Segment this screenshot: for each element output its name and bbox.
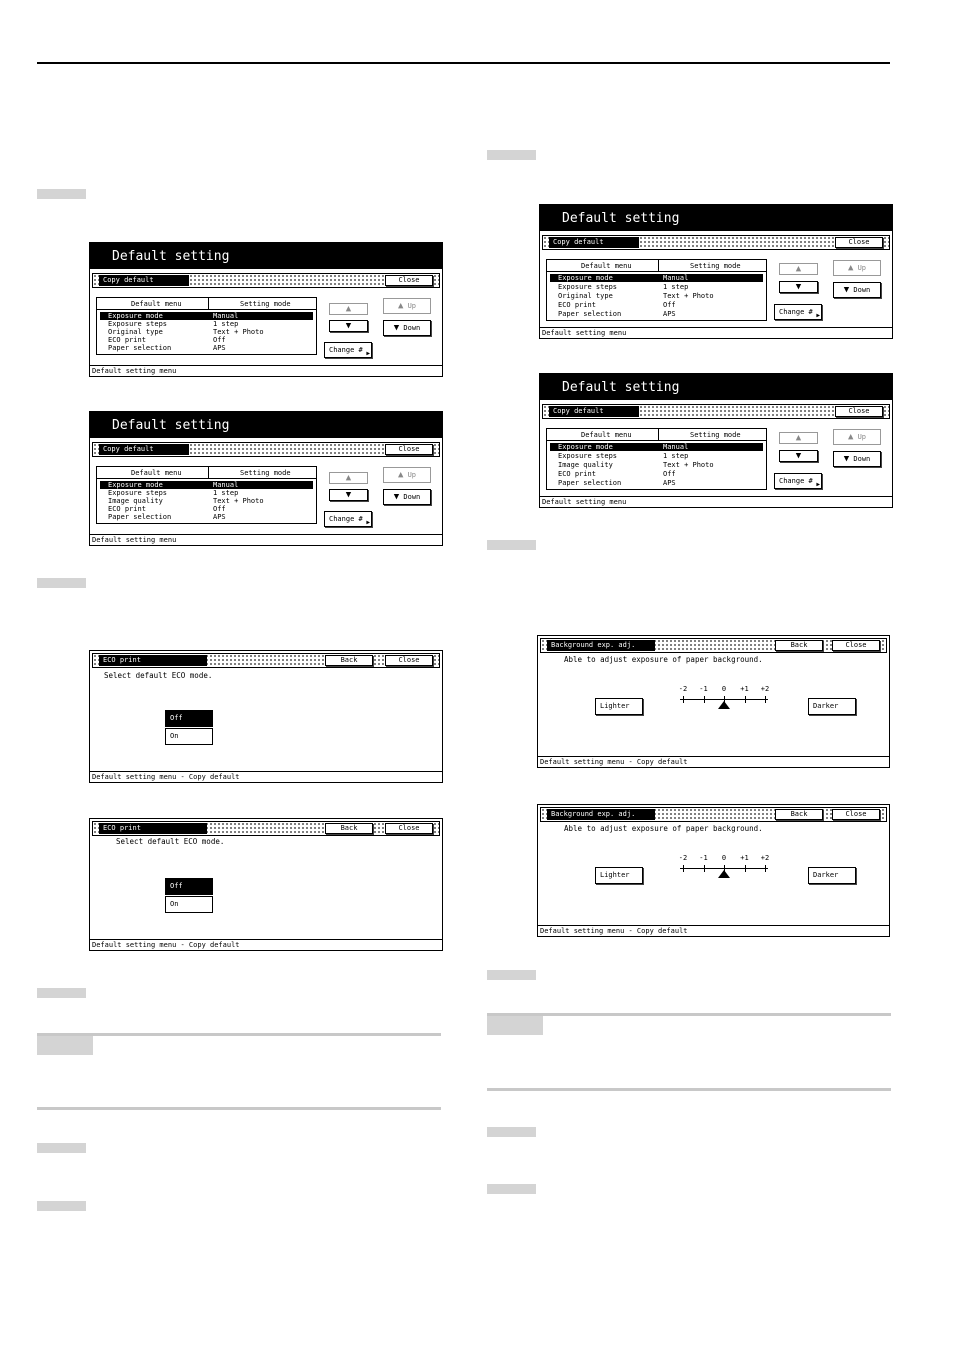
exposure-scale[interactable]	[678, 685, 770, 718]
exposure-indicator-icon	[718, 701, 730, 709]
up-triangle-icon: ▲	[795, 432, 802, 443]
top-rule	[37, 62, 890, 64]
lighter-button[interactable]: Lighter	[595, 698, 643, 715]
list-item[interactable]: Exposure mode Manual	[100, 312, 313, 320]
down-triangle-icon: ▼	[843, 453, 850, 464]
note-rule	[487, 1013, 891, 1016]
instruction-text: Able to adjust exposure of paper background.	[564, 655, 763, 664]
status-bar: Default setting menu - Copy default	[538, 925, 889, 936]
mode-column-header: Setting mode	[690, 262, 741, 270]
back-button[interactable]: Back	[325, 823, 373, 834]
screen-title: Default setting	[540, 374, 892, 400]
scale-label: +2	[760, 854, 770, 862]
right-triangle-icon: ▶	[816, 312, 820, 319]
list-item[interactable]: Paper selection APS	[108, 344, 226, 352]
copy-default-tab[interactable]: Copy default	[549, 237, 639, 248]
menu-column-header: Default menu	[581, 262, 632, 270]
scroll-down-button[interactable]	[779, 450, 818, 462]
scroll-down-button[interactable]	[329, 489, 368, 501]
scale-label: -1	[699, 854, 708, 862]
lighter-button[interactable]: Lighter	[595, 867, 643, 884]
copy-default-tab[interactable]: Copy default	[99, 444, 189, 455]
eco-on-option[interactable]: On	[165, 896, 213, 913]
step-tab	[37, 1201, 86, 1211]
down-triangle-icon: ▼	[843, 284, 850, 295]
status-bar: Default setting menu - Copy default	[90, 939, 442, 950]
eco-print-tab: ECO print	[99, 655, 207, 666]
scale-label: +1	[740, 685, 749, 693]
status-bar: Default setting menu	[90, 365, 442, 376]
default-menu-list	[546, 259, 767, 321]
step-tab	[487, 540, 536, 550]
mode-column-header: Setting mode	[240, 469, 291, 477]
close-button[interactable]: Close	[832, 640, 880, 651]
exposure-indicator-icon	[718, 870, 730, 878]
scale-tick	[745, 865, 746, 872]
step-tab	[37, 988, 86, 998]
list-item[interactable]: Exposure mode Manual	[550, 443, 763, 451]
scale-label: -1	[699, 685, 708, 693]
list-item[interactable]: Exposure steps 1 step	[558, 452, 689, 460]
down-triangle-icon: ▼	[345, 489, 352, 500]
eco-print-tab: ECO print	[99, 823, 207, 834]
background-exposure-screen	[537, 804, 890, 937]
tab-bar	[540, 638, 887, 653]
list-item[interactable]: Original type Text + Photo	[558, 292, 714, 300]
list-item[interactable]: Exposure mode Manual	[550, 274, 763, 282]
up-triangle-icon: ▲	[397, 300, 404, 311]
mode-column-header: Setting mode	[240, 300, 291, 308]
note-tab	[487, 1016, 543, 1035]
list-item[interactable]: ECO print Off	[558, 470, 676, 478]
default-setting-screen	[539, 204, 893, 339]
scroll-down-button[interactable]	[329, 320, 368, 332]
scale-tick	[683, 696, 684, 703]
scale-tick	[704, 865, 705, 872]
tab-bar	[92, 821, 440, 836]
scroll-up-button[interactable]	[779, 263, 818, 275]
list-item[interactable]: ECO print Off	[108, 505, 226, 513]
tab-bar	[542, 235, 890, 250]
close-button[interactable]: Close	[385, 275, 433, 286]
right-triangle-icon: ▶	[816, 481, 820, 488]
step-tab	[487, 1184, 536, 1194]
copy-default-tab[interactable]: Copy default	[99, 275, 189, 286]
scroll-down-button[interactable]	[779, 281, 818, 293]
scale-label: 0	[721, 685, 727, 693]
down-triangle-icon: ▼	[795, 450, 802, 461]
eco-off-option[interactable]: Off	[165, 878, 213, 895]
step-tab	[37, 1143, 86, 1153]
list-item[interactable]: ECO print Off	[558, 301, 676, 309]
screen-title: Default setting	[90, 243, 442, 269]
screen-title: Default setting	[540, 205, 892, 231]
note-rule	[37, 1107, 441, 1110]
list-item[interactable]: Exposure steps 1 step	[558, 283, 689, 291]
close-button[interactable]: Close	[835, 237, 883, 248]
step-tab	[37, 189, 86, 199]
eco-off-option[interactable]: Off	[165, 710, 213, 727]
copy-default-tab[interactable]: Copy default	[549, 406, 639, 417]
status-bar: Default setting menu	[540, 496, 892, 507]
close-button[interactable]: Close	[385, 655, 433, 666]
instruction-text: Able to adjust exposure of paper background.	[564, 824, 763, 833]
note-rule	[37, 1033, 441, 1036]
status-bar: Default setting menu	[540, 327, 892, 338]
step-tab	[487, 970, 536, 980]
mode-column-header: Setting mode	[690, 431, 741, 439]
change-button[interactable]: Change # ▶	[324, 511, 372, 527]
scale-label: +1	[740, 854, 749, 862]
list-item[interactable]: Paper selection APS	[108, 513, 226, 521]
default-menu-list	[546, 428, 767, 490]
up-button[interactable]: ▲ Up	[383, 298, 431, 314]
scale-tick	[704, 696, 705, 703]
back-button[interactable]: Back	[775, 809, 823, 820]
list-header	[547, 429, 766, 441]
menu-column-header: Default menu	[131, 469, 182, 477]
change-button[interactable]: Change # ▶	[774, 473, 822, 489]
scale-tick	[745, 696, 746, 703]
list-item[interactable]: Image quality Text + Photo	[108, 497, 264, 505]
eco-on-option[interactable]: On	[165, 728, 213, 745]
tab-bar	[92, 273, 440, 288]
up-triangle-icon: ▲	[795, 263, 802, 274]
screen-title: Default setting	[90, 412, 442, 438]
list-item[interactable]: Exposure mode Manual	[100, 481, 313, 489]
status-bar: Default setting menu	[90, 534, 442, 545]
right-triangle-icon: ▶	[366, 519, 370, 526]
tab-bar	[92, 653, 440, 668]
scroll-up-button[interactable]	[329, 472, 368, 484]
eco-print-screen	[89, 650, 443, 783]
change-button[interactable]: Change # ▶	[324, 342, 372, 358]
list-item[interactable]: ECO print Off	[108, 336, 226, 344]
close-button[interactable]: Close	[385, 823, 433, 834]
note-tab	[37, 1036, 93, 1055]
up-triangle-icon: ▲	[345, 472, 352, 483]
scroll-up-button[interactable]	[329, 303, 368, 315]
list-item[interactable]: Paper selection APS	[558, 479, 676, 487]
scroll-up-button[interactable]	[779, 432, 818, 444]
close-button[interactable]: Close	[385, 444, 433, 455]
status-bar: Default setting menu - Copy default	[538, 756, 889, 767]
back-button[interactable]: Back	[325, 655, 373, 666]
tab-bar	[92, 442, 440, 457]
right-triangle-icon: ▶	[366, 350, 370, 357]
default-setting-screen	[89, 242, 443, 377]
list-item[interactable]: Image quality Text + Photo	[558, 461, 714, 469]
instruction-text: Select default ECO mode.	[104, 671, 213, 680]
scale-tick	[765, 865, 766, 872]
tab-bar	[542, 404, 890, 419]
default-menu-list	[96, 466, 317, 524]
list-item[interactable]: Exposure steps 1 step	[108, 489, 239, 497]
scale-label: +2	[760, 685, 770, 693]
scale-label: -2	[678, 685, 688, 693]
down-triangle-icon: ▼	[393, 491, 400, 502]
background-exposure-screen	[537, 635, 890, 768]
background-exp-tab: Background exp. adj.	[547, 640, 655, 651]
step-tab	[487, 1127, 536, 1137]
menu-column-header: Default menu	[581, 431, 632, 439]
up-button[interactable]: ▲ Up	[833, 260, 881, 276]
instruction-text: Select default ECO mode.	[116, 837, 225, 846]
list-item[interactable]: Original type Text + Photo	[108, 328, 264, 336]
up-triangle-icon: ▲	[397, 469, 404, 480]
down-button[interactable]: ▼ Down	[833, 451, 881, 467]
list-header	[547, 260, 766, 272]
back-button[interactable]: Back	[775, 640, 823, 651]
up-triangle-icon: ▲	[847, 431, 854, 442]
up-triangle-icon: ▲	[345, 303, 352, 314]
list-item[interactable]: Exposure steps 1 step	[108, 320, 239, 328]
change-button[interactable]: Change # ▶	[774, 304, 822, 320]
note-rule	[487, 1088, 891, 1091]
step-tab	[37, 578, 86, 588]
close-button[interactable]: Close	[835, 406, 883, 417]
up-triangle-icon: ▲	[847, 262, 854, 273]
list-header	[97, 467, 316, 479]
scale-tick	[683, 865, 684, 872]
down-triangle-icon: ▼	[345, 320, 352, 331]
default-menu-list	[96, 297, 317, 355]
darker-button[interactable]: Darker	[808, 867, 856, 884]
eco-print-screen	[89, 818, 443, 951]
exposure-scale[interactable]	[678, 854, 770, 887]
list-item[interactable]: Paper selection APS	[558, 310, 676, 318]
scale-label: -2	[678, 854, 688, 862]
down-button[interactable]: ▼ Down	[383, 320, 431, 336]
status-bar: Default setting menu - Copy default	[90, 771, 442, 782]
close-button[interactable]: Close	[832, 809, 880, 820]
down-triangle-icon: ▼	[795, 281, 802, 292]
background-exp-tab: Background exp. adj.	[547, 809, 655, 820]
down-button[interactable]: ▼ Down	[833, 282, 881, 298]
down-button[interactable]: ▼ Down	[383, 489, 431, 505]
scale-tick	[765, 696, 766, 703]
up-button[interactable]: ▲ Up	[383, 467, 431, 483]
default-setting-screen	[89, 411, 443, 546]
down-triangle-icon: ▼	[393, 322, 400, 333]
darker-button[interactable]: Darker	[808, 698, 856, 715]
up-button[interactable]: ▲ Up	[833, 429, 881, 445]
menu-column-header: Default menu	[131, 300, 182, 308]
scale-label: 0	[721, 854, 727, 862]
tab-bar	[540, 807, 887, 822]
list-header	[97, 298, 316, 310]
default-setting-screen	[539, 373, 893, 508]
step-tab	[487, 150, 536, 160]
